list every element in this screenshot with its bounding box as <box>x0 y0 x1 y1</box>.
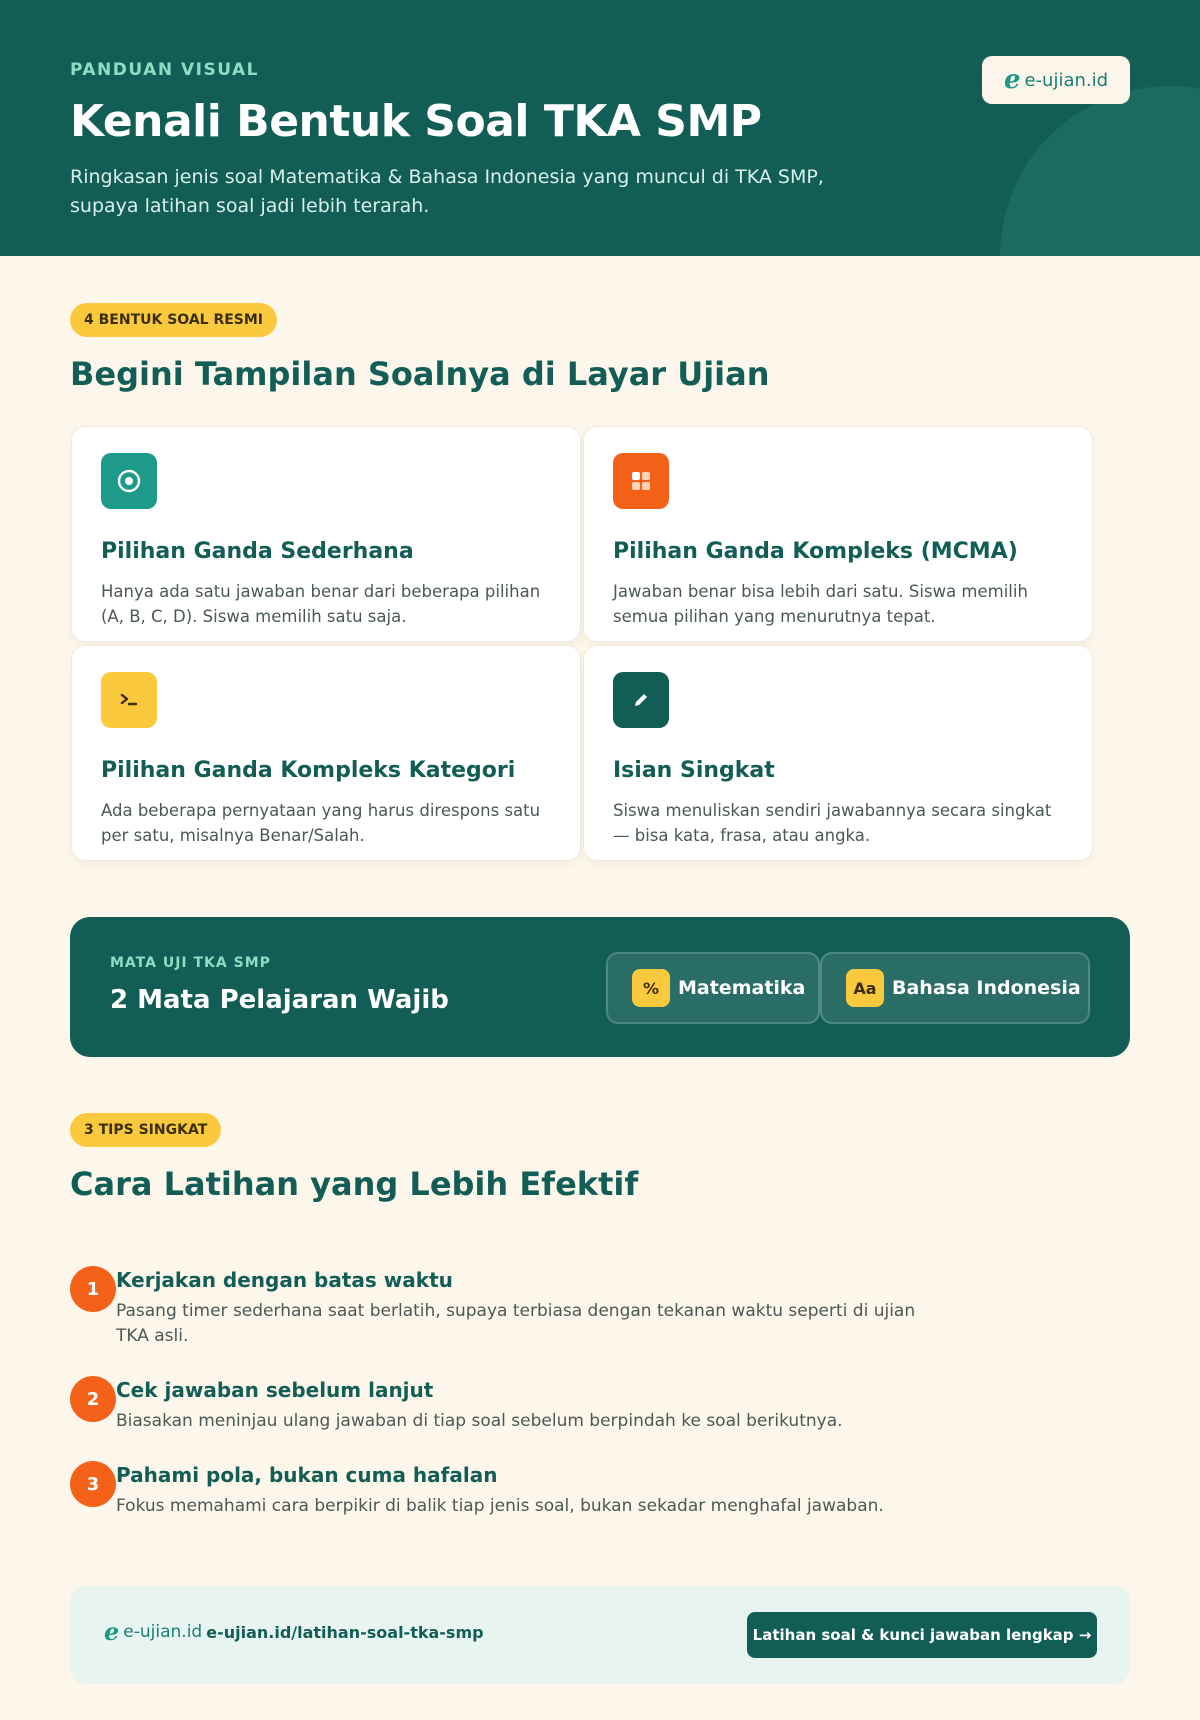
footer-bar <box>70 1586 1130 1684</box>
header-eyebrow: PANDUAN VISUAL <box>70 60 259 80</box>
card-description: Ada beberapa pernyataan yang harus direspons satu per satu, misalnya Benar/Salah. <box>101 801 541 845</box>
percent-icon: % <box>632 969 670 1007</box>
tip-number: 2 <box>70 1376 116 1422</box>
text-icon: Aa <box>846 969 884 1007</box>
tip-title: Kerjakan dengan batas waktu <box>116 1268 453 1292</box>
logo-e-icon: e <box>1003 65 1021 95</box>
cta-button[interactable]: Latihan soal & kunci jawaban lengkap → <box>747 1612 1097 1658</box>
header-banner <box>0 0 1200 256</box>
footer-url[interactable]: e-ujian.id/latihan-soal-tka-smp <box>206 1622 484 1642</box>
forms-section-title: Begini Tampilan Soalnya di Layar Ujian <box>70 355 770 393</box>
card-title: Pilihan Ganda Kompleks Kategori <box>101 758 516 783</box>
card-pilihan-ganda-kategori <box>71 645 581 861</box>
card-pilihan-ganda-sederhana <box>71 426 581 642</box>
card-title: Isian Singkat <box>613 758 775 783</box>
radio-icon <box>101 453 157 509</box>
brand-logo[interactable] <box>982 56 1130 104</box>
forms-section-badge: 4 BENTUK SOAL RESMI <box>70 303 277 337</box>
tip-title: Cek jawaban sebelum lanjut <box>116 1378 434 1402</box>
tips-section-badge: 3 TIPS SINGKAT <box>70 1113 221 1147</box>
subject-name: Bahasa Indonesia <box>892 977 1081 999</box>
logo-text: e-ujian.id <box>123 1622 203 1642</box>
footer-link[interactable] <box>104 1617 484 1646</box>
logo-text: e-ujian.id <box>1024 69 1109 91</box>
card-title: Pilihan Ganda Sederhana <box>101 539 414 564</box>
terminal-icon <box>101 672 157 728</box>
pencil-icon <box>613 672 669 728</box>
tip-description: Pasang timer sederhana saat berlatih, supaya terbiasa dengan tekanan waktu seperti di ujian TKA asli. <box>116 1301 916 1346</box>
subjects-heading: 2 Mata Pelajaran Wajib <box>110 985 449 1015</box>
card-description: Siswa menuliskan sendiri jawabannya secara singkat — bisa kata, frasa, atau angka. <box>613 801 1052 845</box>
tip-number: 1 <box>70 1266 116 1312</box>
logo-e-icon: e <box>104 1617 120 1646</box>
grid-icon <box>613 453 669 509</box>
tips-section-title: Cara Latihan yang Lebih Efektif <box>70 1165 639 1203</box>
tip-number: 3 <box>70 1461 116 1507</box>
subject-chip-bahasa-indonesia[interactable] <box>820 952 1090 1024</box>
decorative-circle <box>1000 86 1200 256</box>
page-title: Kenali Bentuk Soal TKA SMP <box>70 96 762 147</box>
subjects-banner <box>70 917 1130 1057</box>
card-description: Jawaban benar bisa lebih dari satu. Siswa memilih semua pilihan yang menurutnya tepat. <box>613 582 1028 626</box>
card-isian-singkat <box>583 645 1093 861</box>
tip-title: Pahami pola, bukan cuma hafalan <box>116 1463 498 1487</box>
card-description: Hanya ada satu jawaban benar dari beberapa pilihan (A, B, C, D). Siswa memilih satu saja. <box>101 582 541 626</box>
tip-description: Fokus memahami cara berpikir di balik tiap jenis soal, bukan sekadar menghafal jawaban. <box>116 1496 884 1516</box>
card-title: Pilihan Ganda Kompleks (MCMA) <box>613 539 1018 564</box>
subject-name: Matematika <box>678 977 806 999</box>
card-pilihan-ganda-kompleks <box>583 426 1093 642</box>
page-subtitle: Ringkasan jenis soal Matematika & Bahasa Indonesia yang muncul di TKA SMP, supaya latihan soal jadi lebih terarah. <box>70 166 824 217</box>
subject-chip-matematika[interactable] <box>606 952 820 1024</box>
tip-description: Biasakan meninjau ulang jawaban di tiap soal sebelum berpindah ke soal berikutnya. <box>116 1411 843 1431</box>
subjects-label: MATA UJI TKA SMP <box>110 955 271 971</box>
